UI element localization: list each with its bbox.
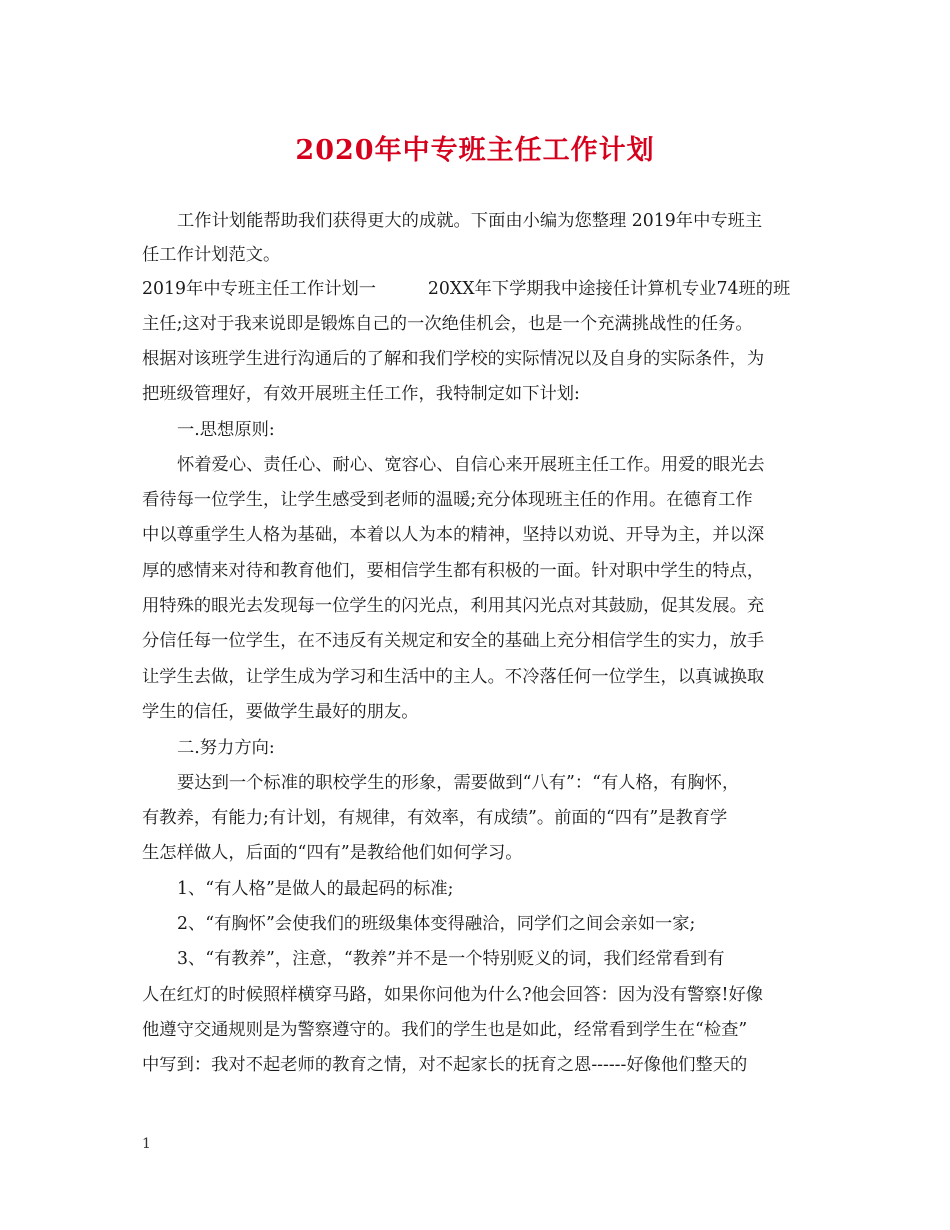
paragraph-line: 他遵守交通规则是为警察遵守的。我们的学生也是如此，经常看到学生在“检查”: [142, 1020, 748, 1040]
paragraph-line: 任工作计划范文。: [142, 245, 281, 265]
paragraph-line: 学生的信任，要做学生最好的朋友。: [142, 702, 419, 722]
list-item: 2、“有胸怀”会使我们的班级集体变得融洽，同学们之间会亲如一家;: [177, 914, 696, 934]
paragraph-line: 中写到：我对不起老师的教育之情，对不起家长的抚育之恩------好像他们整天的: [142, 1055, 748, 1075]
paragraph-line: 让学生去做，让学生成为学习和生活中的主人。不冷落任何一位学生，以真诚换取: [142, 667, 765, 687]
paragraph-line: 有教养，有能力;有计划，有规律，有效率，有成绩”。前面的“四有”是教育学: [142, 808, 728, 828]
paragraph-line: 人在红灯的时候照样横穿马路，如果你问他为什么?他会回答：因为没有警察!好像: [142, 985, 764, 1005]
paragraph-line: 要达到一个标准的职校学生的形象，需要做到“八有”：“有人格，有胸怀，: [177, 773, 740, 793]
document-title: 2020年中专班主任工作计划: [295, 135, 655, 166]
paragraph-line: 把班级管理好，有效开展班主任工作，我特制定如下计划:: [142, 384, 580, 404]
list-item: 1、“有人格”是做人的最起码的标准;: [177, 879, 454, 899]
section-heading: 一.思想原则:: [177, 420, 275, 440]
paragraph-line: 看待每一位学生，让学生感受到老师的温暖;充分体现班主任的作用。在德育工作: [142, 490, 753, 510]
list-item: 3、“有教养”，注意，“教养”并不是一个特别贬义的词，我们经常看到有: [177, 949, 725, 969]
paragraph-line: 主任;这对于我来说即是锻炼自己的一次绝佳机会，也是一个充满挑战性的任务。: [142, 314, 753, 334]
paragraph-line: 工作计划能帮助我们获得更大的成就。下面由小编为您整理 2019年中专班主: [177, 211, 763, 231]
paragraph-line: 厚的感情来对待和教育他们，要相信学生都有积极的一面。针对职中学生的特点，: [142, 561, 765, 581]
section-heading: 二.努力方向:: [177, 738, 275, 758]
paragraph-line: 2019年中专班主任工作计划一 20XX年下学期我中途接任计算机专业74班的班: [142, 279, 791, 299]
paragraph-line: 用特殊的眼光去发现每一位学生的闪光点，利用其闪光点对其鼓励，促其发展。充: [142, 596, 765, 616]
paragraph-line: 根据对该班学生进行沟通后的了解和我们学校的实际情况以及自身的实际条件，为: [142, 349, 765, 369]
page-number: 1: [142, 1136, 151, 1152]
paragraph-line: 中以尊重学生人格为基础，本着以人为本的精神，坚持以劝说、开导为主，并以深: [142, 525, 765, 545]
paragraph-line: 分信任每一位学生，在不违反有关规定和安全的基础上充分相信学生的实力，放手: [142, 631, 765, 651]
paragraph-line: 怀着爱心、责任心、耐心、宽容心、自信心来开展班主任工作。用爱的眼光去: [177, 455, 765, 475]
paragraph-line: 生怎样做人，后面的“四有”是教给他们如何学习。: [142, 843, 523, 863]
